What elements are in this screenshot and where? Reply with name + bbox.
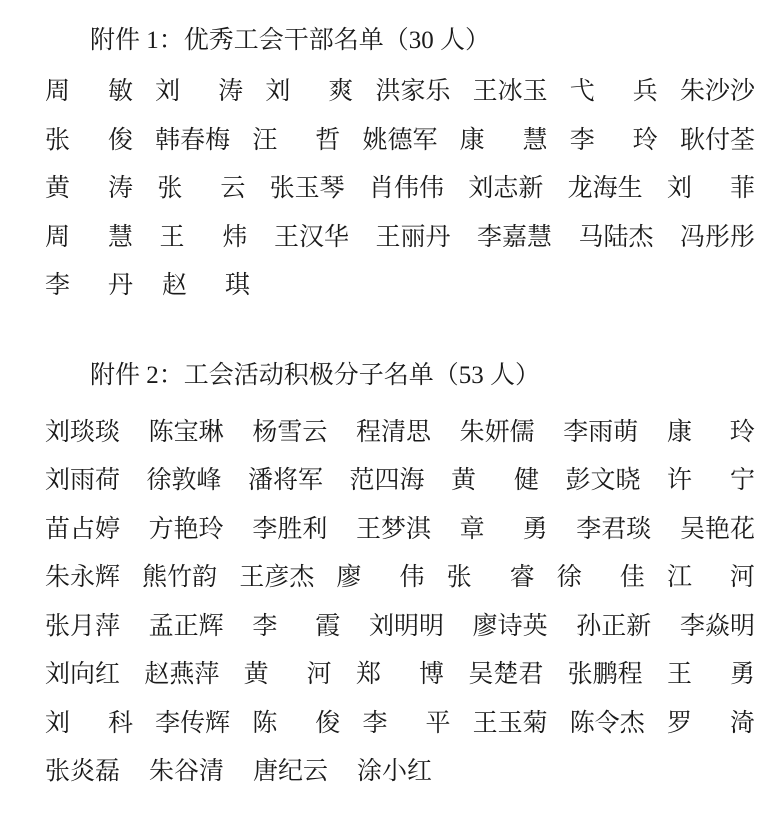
person-name-char: 罗 <box>666 709 692 737</box>
person-name: 李雨萌 <box>563 418 639 446</box>
person-name-char: 河 <box>306 661 332 689</box>
name-row <box>45 454 755 503</box>
person-name-char: 菲 <box>729 175 755 203</box>
person-name-char: 平 <box>425 709 451 737</box>
person-name: 陈令杰 <box>569 709 645 737</box>
person-name: 刘向红 <box>45 661 121 689</box>
person-name-char: 慧 <box>107 223 133 251</box>
person-name-char: 河 <box>729 564 755 592</box>
person-name: 王冰玉 <box>472 78 548 106</box>
person-name-char: 科 <box>107 709 133 737</box>
person-name <box>667 412 755 448</box>
attachment-2-name-list <box>45 406 755 794</box>
person-name: 潘将军 <box>248 467 324 495</box>
person-name <box>336 557 424 593</box>
person-name-char: 许 <box>667 467 693 495</box>
person-name: 陈宝琳 <box>148 418 224 446</box>
person-name <box>265 71 353 107</box>
person-name <box>362 703 450 739</box>
person-name-char: 敏 <box>107 78 133 106</box>
person-name <box>45 265 133 301</box>
person-name: 李胜利 <box>252 515 328 543</box>
person-name-char: 哲 <box>315 126 341 154</box>
person-name <box>667 460 755 496</box>
person-name: 朱沙沙 <box>679 78 755 106</box>
person-name-char: 刘 <box>155 78 181 106</box>
person-name-char: 王 <box>666 661 692 689</box>
person-name: 洪家乐 <box>375 78 451 106</box>
person-name: 孙正新 <box>576 612 652 640</box>
person-name: 徐敦峰 <box>146 467 222 495</box>
person-name <box>252 703 340 739</box>
person-name <box>160 217 248 253</box>
person-name-char: 勇 <box>729 661 755 689</box>
person-name-char: 李 <box>569 126 595 154</box>
person-name-char: 霞 <box>315 612 341 640</box>
person-name: 张月萍 <box>45 612 121 640</box>
person-name <box>155 71 243 107</box>
person-name: 孟正辉 <box>148 612 224 640</box>
person-name: 吴楚君 <box>468 661 544 689</box>
person-name-char: 周 <box>45 223 71 251</box>
person-name <box>447 557 535 593</box>
person-name: 涂小红 <box>357 758 433 786</box>
person-name: 王丽丹 <box>375 223 451 251</box>
person-name-char: 涛 <box>218 78 244 106</box>
person-name: 朱谷清 <box>149 758 225 786</box>
person-name: 刘雨荷 <box>45 467 121 495</box>
person-name-char: 弋 <box>569 78 595 106</box>
person-name-char: 丹 <box>107 272 133 300</box>
person-name: 刘琰琰 <box>45 418 121 446</box>
person-name: 张鹏程 <box>567 661 643 689</box>
person-name-char: 黄 <box>451 467 477 495</box>
person-name-char: 汪 <box>252 126 278 154</box>
name-row <box>45 503 755 552</box>
person-name: 姚德军 <box>362 126 438 154</box>
person-name <box>557 557 645 593</box>
person-name: 冯彤彤 <box>680 223 756 251</box>
person-name-char: 伟 <box>399 564 425 592</box>
person-name-char: 江 <box>666 564 692 592</box>
person-name-char: 兵 <box>632 78 658 106</box>
person-name-char: 李 <box>362 709 388 737</box>
name-row <box>45 600 755 649</box>
person-name-char: 张 <box>157 175 183 203</box>
person-name: 李焱明 <box>679 612 755 640</box>
person-name: 杨雪云 <box>252 418 328 446</box>
name-row <box>45 259 755 308</box>
person-name <box>570 71 658 107</box>
person-name-char: 勇 <box>522 515 548 543</box>
person-name <box>667 557 755 593</box>
person-name-char: 王 <box>159 223 185 251</box>
attachment-1-name-list <box>45 65 755 308</box>
name-row <box>45 114 755 163</box>
person-name-char: 徐 <box>556 564 582 592</box>
name-row <box>45 697 755 746</box>
person-name-char: 黄 <box>243 661 269 689</box>
person-name: 王汉华 <box>274 223 350 251</box>
person-name <box>157 168 245 204</box>
person-name <box>667 654 755 690</box>
person-name: 苗占婷 <box>45 515 121 543</box>
person-name-char: 刘 <box>666 175 692 203</box>
person-name-char: 爽 <box>328 78 354 106</box>
name-row <box>45 648 755 697</box>
attachment-2-section <box>45 351 755 794</box>
person-name <box>45 120 133 156</box>
person-name: 张玉琴 <box>269 175 345 203</box>
person-name: 王梦淇 <box>355 515 431 543</box>
person-name-char: 云 <box>220 175 246 203</box>
person-name: 刘明明 <box>368 612 444 640</box>
person-name-char: 康 <box>459 126 485 154</box>
attachment-1-title: 附件 1：优秀工会干部名单（30 人） <box>90 27 491 54</box>
person-name: 吴艳花 <box>679 515 755 543</box>
person-name: 耿付荃 <box>679 126 755 154</box>
person-name-char: 章 <box>459 515 485 543</box>
person-name-char: 健 <box>513 467 539 495</box>
person-name-char: 玲 <box>632 126 658 154</box>
person-name: 王玉菊 <box>472 709 548 737</box>
person-name: 肖伟伟 <box>368 175 444 203</box>
person-name: 张炎磊 <box>45 758 121 786</box>
person-name: 赵燕萍 <box>144 661 220 689</box>
person-name-char: 炜 <box>222 223 248 251</box>
person-name-char: 佳 <box>619 564 645 592</box>
person-name: 唐纪云 <box>253 758 329 786</box>
person-name <box>162 265 250 301</box>
name-row <box>45 211 755 260</box>
person-name: 刘志新 <box>468 175 544 203</box>
person-name-char: 俊 <box>107 126 133 154</box>
person-name: 彭文晓 <box>565 467 641 495</box>
person-name-char: 刘 <box>45 709 71 737</box>
person-name-char: 慧 <box>522 126 548 154</box>
person-name-char: 涛 <box>107 175 133 203</box>
person-name-char: 周 <box>45 78 71 106</box>
person-name-char: 睿 <box>509 564 535 592</box>
person-name-char: 宁 <box>729 467 755 495</box>
name-row <box>45 406 755 455</box>
person-name <box>460 509 548 545</box>
person-name-char: 郑 <box>355 661 381 689</box>
person-name <box>45 168 133 204</box>
person-name <box>45 703 133 739</box>
person-name: 熊竹韵 <box>142 564 218 592</box>
person-name <box>460 120 548 156</box>
person-name: 李传辉 <box>155 709 231 737</box>
person-name <box>667 168 755 204</box>
person-name-char: 玲 <box>729 418 755 446</box>
name-row <box>45 745 755 794</box>
person-name-char: 李 <box>252 612 278 640</box>
person-name: 朱永辉 <box>45 564 121 592</box>
person-name-char: 俊 <box>315 709 341 737</box>
person-name <box>45 217 133 253</box>
person-name <box>45 71 133 107</box>
person-name-char: 张 <box>446 564 472 592</box>
person-name-char: 李 <box>45 272 71 300</box>
person-name <box>252 120 340 156</box>
name-row <box>45 65 755 114</box>
person-name-char: 博 <box>418 661 444 689</box>
person-name-char: 廖 <box>336 564 362 592</box>
person-name-char: 刘 <box>265 78 291 106</box>
person-name: 方艳玲 <box>148 515 224 543</box>
person-name <box>570 120 658 156</box>
person-name <box>356 654 444 690</box>
name-row <box>45 162 755 211</box>
person-name: 韩春梅 <box>155 126 231 154</box>
attachment-2-title: 附件 2：工会活动积极分子名单（53 人） <box>90 361 541 389</box>
person-name: 马陆杰 <box>578 223 654 251</box>
person-name <box>252 606 340 642</box>
person-name-char: 黄 <box>45 175 71 203</box>
person-name: 李嘉慧 <box>477 223 553 251</box>
person-name: 王彦杰 <box>239 564 315 592</box>
person-name <box>667 703 755 739</box>
person-name <box>451 460 539 496</box>
person-name-char: 琪 <box>224 272 250 300</box>
attachment-1-section <box>45 16 755 308</box>
person-name-char: 康 <box>666 418 692 446</box>
person-name-char: 渏 <box>729 709 755 737</box>
person-name: 范四海 <box>349 467 425 495</box>
name-row <box>45 551 755 600</box>
person-name: 李君琰 <box>576 515 652 543</box>
person-name-char: 赵 <box>162 272 188 300</box>
person-name: 廖诗英 <box>472 612 548 640</box>
person-name: 龙海生 <box>567 175 643 203</box>
person-name <box>244 654 332 690</box>
person-name-char: 张 <box>45 126 71 154</box>
person-name-char: 陈 <box>252 709 278 737</box>
person-name: 朱妍儒 <box>459 418 535 446</box>
person-name: 程清思 <box>355 418 431 446</box>
